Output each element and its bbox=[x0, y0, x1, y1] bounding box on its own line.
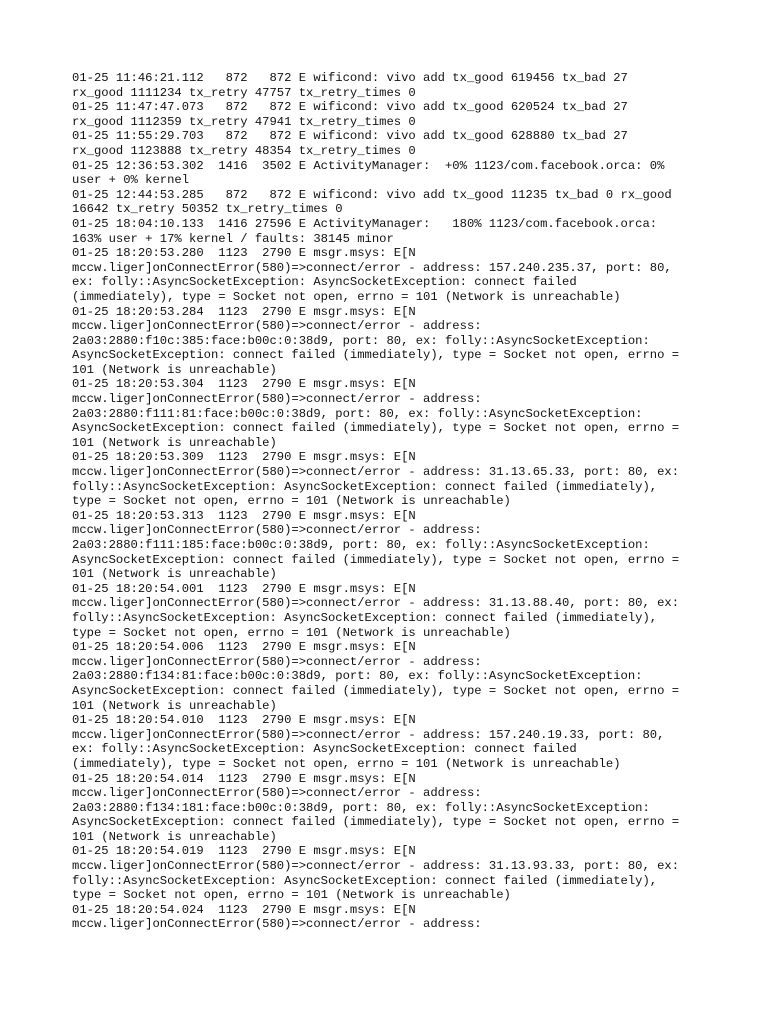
log-line: 01-25 11:47:47.073 872 872 E wificond: vivo add tx_good 620524 tx_bad 27 bbox=[72, 100, 628, 115]
log-line: 101 (Network is unreachable) bbox=[72, 362, 277, 377]
log-line: AsyncSocketException: connect failed (immediately), type = Socket not open, errno = bbox=[72, 421, 680, 436]
log-line: AsyncSocketException: connect failed (immediately), type = Socket not open, errno = bbox=[72, 815, 680, 830]
log-line: 2a03:2880:f111:185:face:b00c:0:38d9, port: 80, ex: folly::AsyncSocketException: bbox=[72, 538, 650, 552]
log-line: mccw.liger]onConnectError(580)=>connect/error - address: bbox=[72, 319, 482, 334]
log-line: AsyncSocketException: connect failed (immediately), type = Socket not open, errno = bbox=[72, 552, 680, 567]
log-line: 101 (Network is unreachable) bbox=[72, 698, 277, 713]
log-line: ex: folly::AsyncSocketException: AsyncSocketException: connect failed bbox=[72, 275, 577, 290]
log-line: 101 (Network is unreachable) bbox=[72, 829, 277, 844]
log-line: 2a03:2880:f111:81:face:b00c:0:38d9, port: 80, ex: folly::AsyncSocketException: bbox=[72, 406, 643, 421]
log-line: 01-25 18:20:53.284 1123 2790 E msgr.msys: E[N bbox=[72, 304, 416, 319]
log-line: 01-25 18:20:54.006 1123 2790 E msgr.msys: E[N bbox=[72, 640, 416, 655]
log-line: mccw.liger]onConnectError(580)=>connect/error - address: bbox=[72, 523, 482, 538]
log-line: 01-25 18:20:54.001 1123 2790 E msgr.msys: E[N bbox=[72, 581, 416, 596]
log-line: 01-25 18:20:54.010 1123 2790 E msgr.msys: E[N bbox=[72, 713, 416, 728]
log-line: 01-25 18:04:10.133 1416 27596 E ActivityManager: 180% 1123/com.facebook.orca: bbox=[72, 216, 658, 231]
log-line: 01-25 18:20:54.019 1123 2790 E msgr.msys: E[N bbox=[72, 844, 416, 859]
log-text-block bbox=[72, 71, 712, 932]
log-line: 01-25 11:46:21.112 872 872 E wificond: vivo add tx_good 619456 tx_bad 27 bbox=[72, 71, 628, 85]
log-line: folly::AsyncSocketException: AsyncSocketException: connect failed (immediately), bbox=[72, 610, 658, 625]
log-line: mccw.liger]onConnectError(580)=>connect/error - address: 31.13.65.33, port: 80, ex: bbox=[72, 465, 680, 480]
log-line: 01-25 18:20:53.309 1123 2790 E msgr.msys: E[N bbox=[72, 450, 416, 465]
log-line: 2a03:2880:f10c:385:face:b00c:0:38d9, port: 80, ex: folly::AsyncSocketException: bbox=[72, 333, 650, 348]
log-line: 01-25 11:55:29.703 872 872 E wificond: vivo add tx_good 628880 tx_bad 27 bbox=[72, 129, 628, 144]
log-line: mccw.liger]onConnectError(580)=>connect/error - address: 157.240.235.37, port: 80, bbox=[72, 260, 672, 275]
log-line: folly::AsyncSocketException: AsyncSocketException: connect failed (immediately), bbox=[72, 479, 658, 494]
log-line: 01-25 18:20:53.280 1123 2790 E msgr.msys: E[N bbox=[72, 246, 416, 261]
log-line: mccw.liger]onConnectError(580)=>connect/error - address: 31.13.93.33, port: 80, ex: bbox=[72, 859, 680, 874]
log-line: 01-25 18:20:54.014 1123 2790 E msgr.msys: E[N bbox=[72, 771, 416, 786]
log-line: rx_good 1123888 tx_retry 48354 tx_retry_times 0 bbox=[72, 143, 416, 158]
log-line: AsyncSocketException: connect failed (immediately), type = Socket not open, errno = bbox=[72, 348, 680, 363]
log-line: 163% user + 17% kernel / faults: 38145 minor bbox=[72, 231, 394, 246]
log-line: (immediately), type = Socket not open, errno = 101 (Network is unreachable) bbox=[72, 289, 621, 304]
log-line: 2a03:2880:f134:81:face:b00c:0:38d9, port: 80, ex: folly::AsyncSocketException: bbox=[72, 669, 643, 684]
log-line: (immediately), type = Socket not open, errno = 101 (Network is unreachable) bbox=[72, 756, 621, 771]
log-line: type = Socket not open, errno = 101 (Network is unreachable) bbox=[72, 625, 511, 640]
log-line: mccw.liger]onConnectError(580)=>connect/error - address: bbox=[72, 917, 482, 932]
log-line: 101 (Network is unreachable) bbox=[72, 567, 277, 582]
log-line: 01-25 18:20:53.304 1123 2790 E msgr.msys: E[N bbox=[72, 377, 416, 392]
log-line: mccw.liger]onConnectError(580)=>connect/error - address: 157.240.19.33, port: 80, bbox=[72, 727, 665, 742]
log-line: user + 0% kernel bbox=[72, 173, 190, 188]
log-line: type = Socket not open, errno = 101 (Network is unreachable) bbox=[72, 494, 511, 509]
log-line: rx_good 1111234 tx_retry 47757 tx_retry_times 0 bbox=[72, 85, 416, 100]
log-line: mccw.liger]onConnectError(580)=>connect/error - address: bbox=[72, 786, 482, 801]
log-line: 2a03:2880:f134:181:face:b00c:0:38d9, port: 80, ex: folly::AsyncSocketException: bbox=[72, 800, 650, 815]
log-line: folly::AsyncSocketException: AsyncSocketException: connect failed (immediately), bbox=[72, 873, 658, 888]
log-line: mccw.liger]onConnectError(580)=>connect/error - address: bbox=[72, 392, 482, 407]
log-line: 01-25 18:20:54.024 1123 2790 E msgr.msys: E[N bbox=[72, 902, 416, 917]
log-line: 01-25 18:20:53.313 1123 2790 E msgr.msys: E[N bbox=[72, 508, 416, 523]
log-line: mccw.liger]onConnectError(580)=>connect/error - address: bbox=[72, 654, 482, 669]
log-line: rx_good 1112359 tx_retry 47941 tx_retry_times 0 bbox=[72, 114, 416, 129]
log-line: 01-25 12:44:53.285 872 872 E wificond: vivo add tx_good 11235 tx_bad 0 rx_good bbox=[72, 187, 672, 202]
log-line: type = Socket not open, errno = 101 (Network is unreachable) bbox=[72, 888, 511, 903]
log-line: 01-25 12:36:53.302 1416 3502 E ActivityManager: +0% 1123/com.facebook.orca: 0% bbox=[72, 158, 665, 173]
log-line: mccw.liger]onConnectError(580)=>connect/error - address: 31.13.88.40, port: 80, ex: bbox=[72, 596, 680, 611]
log-line: 101 (Network is unreachable) bbox=[72, 435, 277, 450]
log-line: ex: folly::AsyncSocketException: AsyncSocketException: connect failed bbox=[72, 742, 577, 757]
log-line: 16642 tx_retry 50352 tx_retry_times 0 bbox=[72, 202, 343, 217]
log-line: AsyncSocketException: connect failed (immediately), type = Socket not open, errno = bbox=[72, 683, 680, 698]
